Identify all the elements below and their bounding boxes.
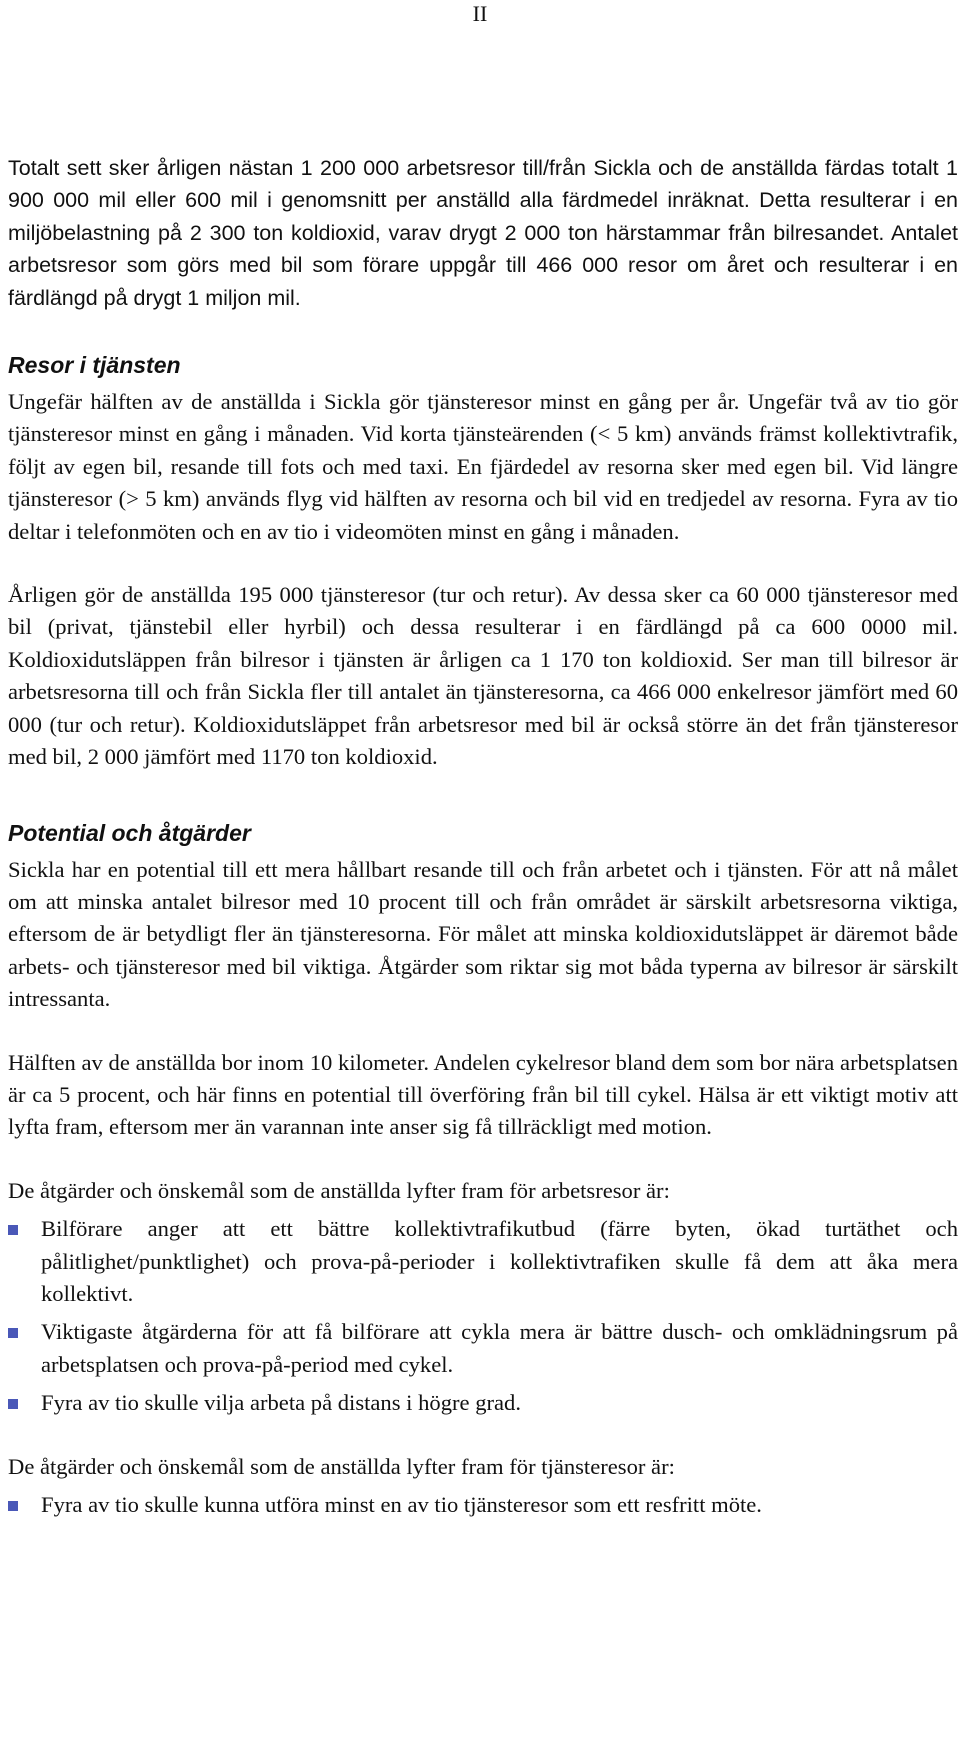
section-heading-resor-i-tjansten: Resor i tjänsten [8, 352, 181, 379]
list-item-text: Bilförare anger att ett bättre kollektivtrafikutbud (färre byten, ökad turtäthet och pålitlighet/punktlighet) och prova-på-perioder i kollektivtrafiken skulle få dem att åka mera kollektivt. [41, 1216, 958, 1306]
list-item [8, 1316, 958, 1381]
list-item-text: Viktigaste åtgärderna för att få bilförare att cykla mera är bättre dusch- och omklädningsrum på arbetsplatsen och prova-på-period med cykel. [41, 1319, 958, 1377]
tjansteresor-bullet-list [8, 1489, 958, 1521]
list-item-text: Fyra av tio skulle kunna utföra minst en av tio tjänsteresor som ett resfritt möte. [41, 1492, 762, 1517]
square-bullet-icon [8, 1225, 18, 1235]
list-item-text: Fyra av tio skulle vilja arbeta på distans i högre grad. [41, 1390, 521, 1416]
potential-paragraph-2: Hälften av de anställda bor inom 10 kilometer. Andelen cykelresor bland dem som bor nära arbetsplatsen är ca 5 procent, och här finns en potential till överföring från bil till cykel. Hälsa är ett viktigt motiv att lyfta fram, eftersom mer än varannan inte anser sig få tillräckligt med motion. [8, 1049, 958, 1140]
square-bullet-icon [8, 1501, 18, 1511]
section-heading-potential-och-atgarder: Potential och åtgärder [8, 819, 251, 846]
page-number: II [472, 1, 488, 26]
document-body [8, 152, 958, 1521]
arbetsresor-list-intro: De åtgärder och önskemål som de anställda lyfter fram för arbetsresor är: [8, 1177, 670, 1203]
square-bullet-icon [8, 1399, 18, 1409]
potential-paragraph-1: Sickla har en potential till ett mera hållbart resande till och från arbetet och i tjänsten. För att nå målet om att minska antalet bilresor med 10 procent till och från området är särskilt arbetsresorna viktiga, eftersom de är betydligt fler än tjänsteresorna. För målet att minska koldioxidutsläppet är däremot både arbets- och tjänsteresor med bil viktiga. Åtgärder som riktar sig mot båda typerna av bilresor är särskilt intressanta. [8, 856, 958, 1012]
list-item [8, 1213, 958, 1310]
square-bullet-icon [8, 1328, 18, 1338]
intro-paragraph: Totalt sett sker årligen nästan 1 200 000 arbetsresor till/från Sickla och de anställda färdas totalt 1 900 000 mil eller 600 mil i genomsnitt per anställd alla färdmedel inräknat. Detta resulterar i en miljöbelastning på 2 300 ton koldioxid, varav drygt 2 000 ton härstammar från bilresandet. Antalet arbetsresor som görs med bil som förare uppgår till 466 000 resor om året och resulterar i en färdlängd på drygt 1 miljon mil. [8, 156, 958, 310]
list-item [8, 1489, 958, 1521]
arbetsresor-bullet-list [8, 1213, 958, 1419]
list-item [8, 1387, 958, 1419]
resor-paragraph-2: Årligen gör de anställda 195 000 tjänsteresor (tur och retur). Av dessa sker ca 60 000 tjänsteresor med bil (privat, tjänstebil eller hyrbil) och dessa resulterar i en färdlängd på ca 600 0000 mil. Koldioxidutsläppen från bilresor i tjänsten är årligen ca 1 170 ton koldioxid. Ser man till bilresor är arbetsresorna till och från Sickla fler till antalet än tjänsteresorna, ca 466 000 enkelresor jämfört med 60 000 (tur och retur). Koldioxidutsläppet från arbetsresor med bil är också större än det från tjänsteresor med bil, 2 000 jämfört med 1170 ton koldioxid. [8, 582, 958, 770]
resor-paragraph-1: Ungefär hälften av de anställda i Sickla gör tjänsteresor minst en gång per år. Ungefär två av tio gör tjänsteresor minst en gång i månaden. Vid korta tjänsteärenden (< 5 km) används främst kollektivtrafik, följt av egen bil, resande till fots och med taxi. En fjärdedel av resorna sker med egen bil. Vid längre tjänsteresor (> 5 km) används flyg vid hälften av resorna och bil vid en tredjedel av resorna. Fyra av tio deltar i telefonmöten och en av tio i videomöten minst en gång i månaden. [8, 389, 958, 544]
tjansteresor-list-intro: De åtgärder och önskemål som de anställda lyfter fram för tjänsteresor är: [8, 1453, 675, 1479]
